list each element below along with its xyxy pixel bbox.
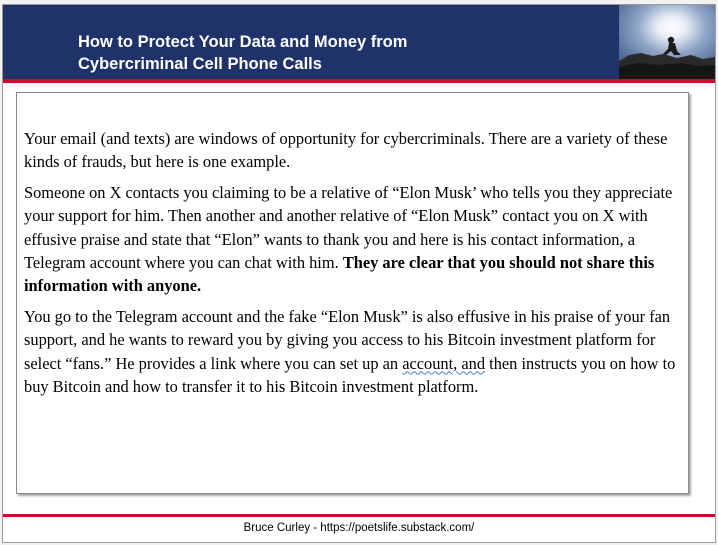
paragraph-2: [24, 181, 684, 298]
slide: [2, 4, 716, 543]
content-text-box[interactable]: [16, 92, 689, 494]
paragraph-2-bold-warning: They are clear that you should not share this information with anyone.: [24, 253, 655, 296]
slide-header: [3, 5, 715, 79]
paragraph-3-text-start: You go to the Telegram account and the fake “Elon Musk” is also effusive in his praise of your fan support, and he wants to reward you by giving you access to his Bitcoin investment platform for select “fans.” He provides a link where you can set up an: [24, 306, 671, 373]
paragraph-3: [24, 305, 684, 399]
paragraph-2-text: Someone on X contacts you claiming to be a relative of “Elon Musk’ who tells you they appreciate your support for him. Then another and another relative of “Elon Musk” contact you on X with effusive praise and state that “Elon” wants to thank you and here is his contact information, a Telegram account where you can chat with him.: [24, 182, 673, 273]
footer-credit: Bruce Curley - https://poetslife.substack.com/: [243, 522, 475, 534]
spellcheck-marked-text[interactable]: account, and: [402, 353, 486, 373]
body-text: [24, 127, 684, 405]
person-on-rock-sunset-photo: [619, 5, 715, 79]
header-accent-rule: [3, 79, 715, 83]
paragraph-3-text-end: then instructs you on how to buy Bitcoin and how to transfer it to his Bitcoin investment platform.: [24, 353, 676, 397]
paragraph-1: Your email (and texts) are windows of opportunity for cybercriminals. There are a variety of these kinds of frauds, but here is one example.: [24, 129, 668, 172]
slide-title: How to Protect Your Data and Money from Cybercriminal Cell Phone Calls: [78, 33, 408, 73]
footer-accent-rule: [3, 514, 715, 517]
